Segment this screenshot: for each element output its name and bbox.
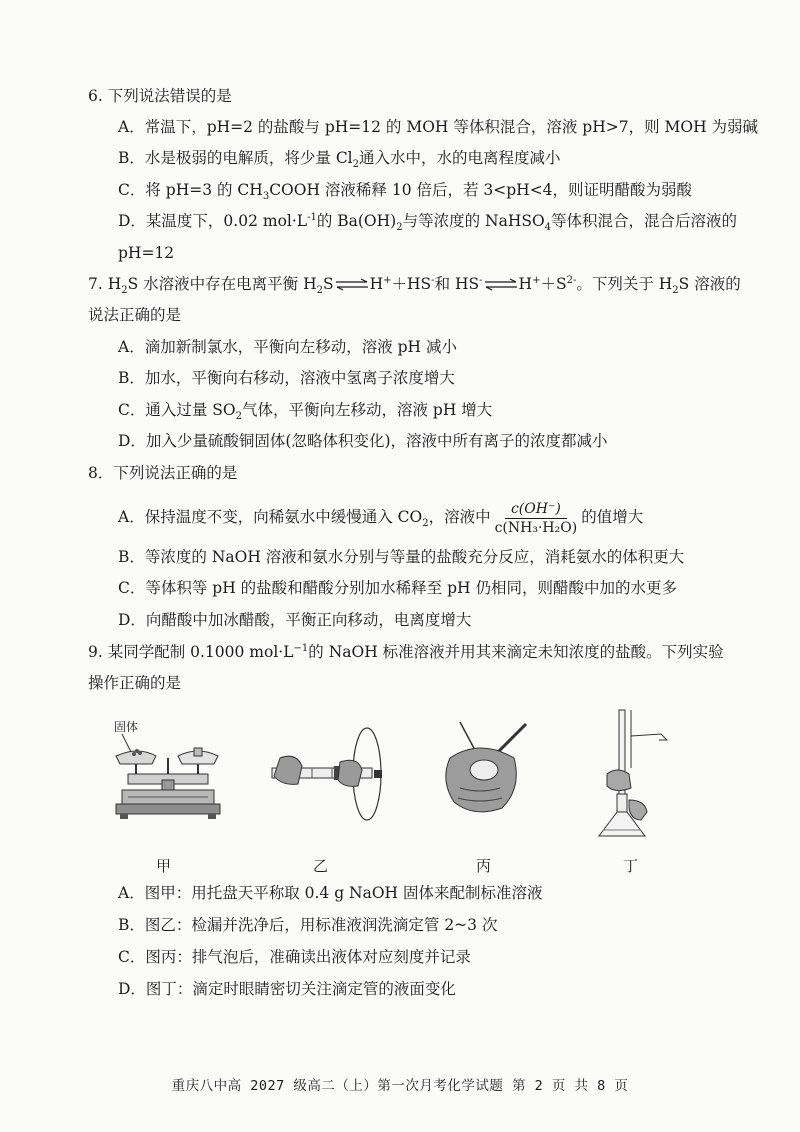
q7-option-c: C．通入过量 $SO_2$气体，平衡向左移动，溶液 pH 增大 [118,401,493,423]
burette-rinse-icon [262,722,392,827]
q8-option-a: A．保持温度不变，向稀氨水中缓慢通入 $CO_2$，溶液中 $\frac{c(OH^-)}{\text{c(NH₃·H₂O)}}$ 的值增大 [118,500,644,536]
q8-option-b: B．等浓度的 NaOH 溶液和氨水分别与等量的盐酸充分反应，消耗氨水的体积更大 [118,548,685,566]
q7-option-b: B．加水，平衡向右移动，溶液中氢离子浓度增大 [118,369,455,387]
q8-option-d: D．向醋酸中加冰醋酸，平衡正向移动，电离度增大 [118,611,472,629]
q6-option-d: D．某温度下，0.02 $mol\cdot L^{-1}$的 $Ba(OH)_2$与等浓度的 NaHSO$_4$等体积混合，混合后溶液的 [118,211,738,234]
solid-label: 固体 [114,720,139,734]
figure-balance [108,718,228,823]
q6-option-b: B．水是极弱的电解质，将少量 $Cl_2$通入水中，水的电离程度减小 [118,149,561,171]
q6-option-d-cont: pH=12 [118,244,175,262]
q9-option-a: A．图甲：用托盘天平称取 0.4 g NaOH 固体来配制标准溶液 [118,884,543,902]
q7-option-d: D．加入少量硫酸铜固体(忽略体积变化)，溶液中所有离子的浓度都减小 [118,432,608,450]
equilibrium-arrow-icon [335,280,369,290]
q8-option-c: C．等体积等 pH 的盐酸和醋酸分别加水稀释至 pH 仍相同，则醋酸中加的水更多 [118,579,677,597]
q8-stem: 8．下列说法正确的是 [88,464,238,482]
q7-stem: 7. $H_2S$ 水溶液中存在电离平衡 $H_2S$ H+＋HS-和 HS- $H^++S^{2-}$。下列关于 $H_2S$ 溶液的 [88,274,741,297]
figure-titration [585,708,685,843]
titration-icon [585,708,685,843]
q6-stem: 6. 下列说法错误的是 [88,87,232,105]
q9-option-c: C．图丙：排气泡后，准确读出液体对应刻度并记录 [118,948,471,966]
figure-label-bing: 丙 [476,857,492,875]
q7-stem-cont: 说法正确的是 [88,306,182,324]
q9-stem: 9. 某同学配制 0.1000 $mol\cdot L^{-1}$的 NaOH 标准溶液并用其来滴定未知浓度的盐酸。下列实验 [88,642,724,661]
bubble-removal-icon [430,718,540,823]
q6-option-a: A．常温下，pH=2 的盐酸与 pH=12 的 MOH 等体积混合，溶液 pH>7，则 MOH 为弱碱 [118,118,759,136]
ratio-fraction: $\frac{c(OH^-)}{\text{c(NH₃·H₂O)}}$ [494,500,578,536]
page-footer: 重庆八中高 2027 级高二（上）第一次月考化学试题 第 2 页 共 8 页 [171,1078,629,1094]
figure-label-ding: 丁 [623,857,639,875]
figure-burette-rinse [262,722,392,827]
q7-option-a: A．滴加新制氯水，平衡向左移动，溶液 pH 减小 [118,338,457,356]
q6-option-c: C．将 pH=3 的 $CH_3COOH$ 溶液稀释 10 倍后，若 3<pH<4，则证明醋酸为弱酸 [118,181,693,203]
q9-option-b: B．图乙：检漏并洗净后，用标准液润洗滴定管 2~3 次 [118,916,498,934]
figure-bubble-removal [430,718,540,823]
equilibrium-arrow-icon [484,280,518,290]
figure-label-jia: 甲 [156,857,172,875]
q9-stem-cont: 操作正确的是 [88,674,182,692]
q9-option-d: D．图丁：滴定时眼睛密切关注滴定管的液面变化 [118,980,456,998]
figure-label-yi: 乙 [313,857,329,875]
